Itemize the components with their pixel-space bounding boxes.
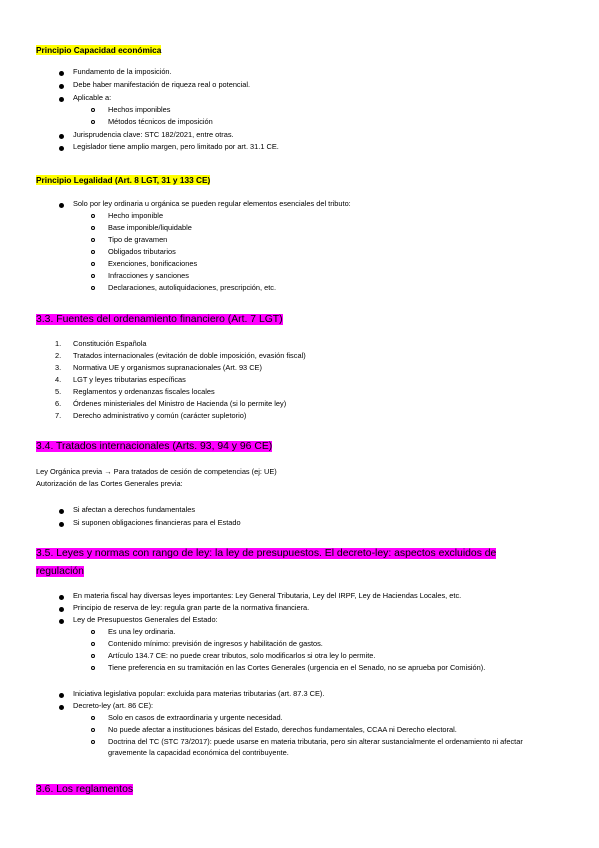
sub-list-item: Doctrina del TC (STC 73/2017): puede usarse en materia tributaria, pero sin alterar sustancialmente el ordenamiento ni afectar gravemente la capacidad económica del contribuyente. xyxy=(108,737,523,757)
list-number: 7. xyxy=(55,411,62,420)
sub-list-item: Hechos imponibles xyxy=(108,105,171,114)
list-item: Ley de Presupuestos Generales del Estado: xyxy=(73,615,218,624)
list-item: Si suponen obligaciones financieras para el Estado xyxy=(73,518,241,527)
sub-list-item: No puede afectar a instituciones básicas del Estado, derechos fundamentales, CCAA ni Derecho electoral. xyxy=(108,725,457,734)
sub-list-item: Hecho imponible xyxy=(108,211,164,220)
numbered-item: LGT y leyes tributarias específicas xyxy=(73,375,186,384)
heading-fuentes: 3.3. Fuentes del ordenamiento financiero (Art. 7 LGT) xyxy=(36,314,283,325)
bullet-icon xyxy=(59,705,64,710)
sub-list-item: Obligados tributarios xyxy=(108,247,176,256)
circle-bullet-icon xyxy=(91,654,95,658)
circle-bullet-icon xyxy=(91,214,95,218)
bullet-icon xyxy=(59,146,64,151)
circle-bullet-icon xyxy=(91,642,95,646)
circle-bullet-icon xyxy=(91,716,95,720)
heading-leyes: 3.5. Leyes y normas con rango de ley: la ley de presupuestos. El decreto-ley: aspectos excluidos de regulación xyxy=(36,548,497,577)
list-number: 3. xyxy=(55,363,62,372)
circle-bullet-icon xyxy=(91,108,95,112)
circle-bullet-icon xyxy=(91,226,95,230)
list-item: Solo por ley ordinaria u orgánica se pueden regular elementos esenciales del tributo: xyxy=(73,199,351,208)
list-item: Decreto-ley (art. 86 CE): xyxy=(73,701,154,710)
heading-tratados: 3.4. Tratados internacionales (Arts. 93, 94 y 96 CE) xyxy=(36,441,273,452)
list-number: 2. xyxy=(55,351,62,360)
paragraph-line: Ley Orgánica previa → Para tratados de cesión de competencias (ej: UE) xyxy=(36,467,277,476)
list-item: Jurisprudencia clave: STC 182/2021, entre otras. xyxy=(73,130,234,139)
circle-bullet-icon xyxy=(91,274,95,278)
sub-list-item: Solo en casos de extraordinaria y urgente necesidad. xyxy=(108,713,283,722)
sub-list-item: Declaraciones, autoliquidaciones, prescripción, etc. xyxy=(108,283,277,292)
bullet-icon xyxy=(59,509,64,514)
numbered-item: Constitución Española xyxy=(73,339,147,348)
list-item: Principio de reserva de ley: regula gran parte de la normativa financiera. xyxy=(73,603,310,612)
bullet-icon xyxy=(59,693,64,698)
list-item: Fundamento de la imposición. xyxy=(73,67,172,76)
bullet-icon xyxy=(59,595,64,600)
numbered-item: Reglamentos y ordenanzas fiscales locales xyxy=(73,387,215,396)
list-number: 5. xyxy=(55,387,62,396)
list-item: Iniciativa legislativa popular: excluida para materias tributarias (art. 87.3 CE). xyxy=(73,689,325,698)
list-item: Aplicable a: xyxy=(73,93,112,102)
bullet-icon xyxy=(59,84,64,89)
circle-bullet-icon xyxy=(91,666,95,670)
sub-list-item: Artículo 134.7 CE: no puede crear tributos, solo modificarlos si otra ley lo permite. xyxy=(108,651,376,660)
bullet-icon xyxy=(59,97,64,102)
heading-reglamentos: 3.6. Los reglamentos xyxy=(36,784,134,795)
numbered-item: Derecho administrativo y común (carácter supletorio) xyxy=(73,411,247,420)
list-item: En materia fiscal hay diversas leyes importantes: Ley General Tributaria, Ley del IRPF, Ley de Haciendas Locales, etc. xyxy=(73,591,462,600)
list-item: Legislador tiene amplio margen, pero limitado por art. 31.1 CE. xyxy=(73,142,279,151)
heading-capacidad-economica: Principio Capacidad económica xyxy=(36,45,162,55)
sub-list-item: Métodos técnicos de imposición xyxy=(108,117,213,126)
sub-list-item: Exenciones, bonificaciones xyxy=(108,259,198,268)
sub-list-item: Tiene preferencia en su tramitación en las Cortes Generales (urgencia en el Senado, no se aprueba por Comisión). xyxy=(108,663,486,672)
circle-bullet-icon xyxy=(91,262,95,266)
circle-bullet-icon xyxy=(91,728,95,732)
heading-legalidad: Principio Legalidad (Art. 8 LGT, 31 y 133 CE) xyxy=(36,175,211,185)
numbered-item: Normativa UE y organismos supranacionales (Art. 93 CE) xyxy=(73,363,262,372)
bullet-icon xyxy=(59,607,64,612)
circle-bullet-icon xyxy=(91,740,95,744)
circle-bullet-icon xyxy=(91,630,95,634)
list-number: 1. xyxy=(55,339,62,348)
sub-list-item: Infracciones y sanciones xyxy=(108,271,189,280)
bullet-icon xyxy=(59,203,64,208)
circle-bullet-icon xyxy=(91,286,95,290)
circle-bullet-icon xyxy=(91,238,95,242)
sub-list-item: Base imponible/liquidable xyxy=(108,223,192,232)
circle-bullet-icon xyxy=(91,120,95,124)
numbered-item: Tratados internacionales (evitación de doble imposición, evasión fiscal) xyxy=(73,351,306,360)
bullet-icon xyxy=(59,71,64,76)
paragraph-line: Autorización de las Cortes Generales previa: xyxy=(36,479,183,488)
bullet-icon xyxy=(59,522,64,527)
circle-bullet-icon xyxy=(91,250,95,254)
numbered-item: Órdenes ministeriales del Ministro de Hacienda (si lo permite ley) xyxy=(73,399,287,408)
sub-list-item: Contenido mínimo: previsión de ingresos y habilitación de gastos. xyxy=(108,639,323,648)
list-number: 6. xyxy=(55,399,62,408)
list-item: Si afectan a derechos fundamentales xyxy=(73,505,196,514)
list-number: 4. xyxy=(55,375,62,384)
bullet-icon xyxy=(59,619,64,624)
sub-list-item: Tipo de gravamen xyxy=(108,235,168,244)
sub-list-item: Es una ley ordinaria. xyxy=(108,627,176,636)
bullet-icon xyxy=(59,134,64,139)
list-item: Debe haber manifestación de riqueza real o potencial. xyxy=(73,80,251,89)
